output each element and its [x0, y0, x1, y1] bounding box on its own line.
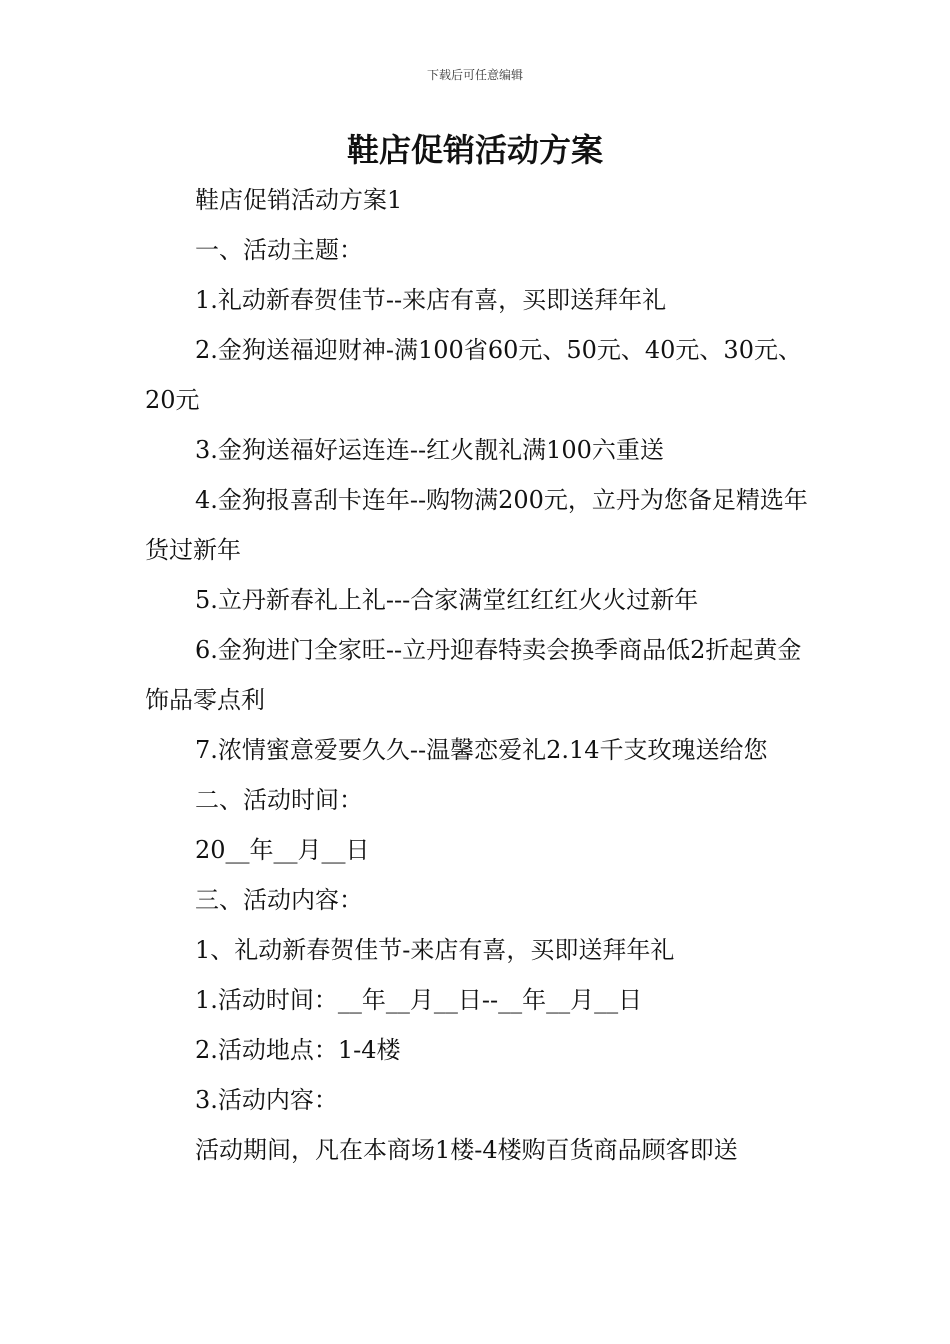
- theme-item-7: 7.浓情蜜意爱要久久--温馨恋爱礼2.14千支玫瑰送给您: [195, 736, 768, 764]
- content-time: 1.活动时间：__年__月__日--__年__月__日: [195, 986, 643, 1014]
- section-heading-theme: 一、活动主题：: [195, 236, 363, 264]
- content-subheading-1: 1、礼动新春贺佳节-来店有喜，买即送拜年礼: [195, 936, 675, 964]
- section-heading-plan-1: 鞋店促销活动方案1: [195, 186, 403, 214]
- document-title: 鞋店促销活动方案: [346, 131, 603, 169]
- theme-item-4: 4.金狗报喜刮卡连年--购物满200元，立丹为您备足精选年货过新年: [145, 486, 808, 564]
- document-body: [145, 175, 809, 1175]
- header-note: 下载后可任意编辑: [426, 68, 523, 82]
- section-heading-content: 三、活动内容：: [195, 886, 363, 914]
- theme-item-1: 1.礼动新春贺佳节--来店有喜，买即送拜年礼: [195, 286, 667, 314]
- activity-date: 20__年__月__日: [195, 836, 370, 864]
- content-detail-text: 活动期间，凡在本商场1楼-4楼购百货商品顾客即送: [195, 1136, 738, 1164]
- content-detail-heading: 3.活动内容：: [195, 1086, 338, 1114]
- theme-item-2: 2.金狗送福迎财神-满100省60元、50元、40元、30元、20元: [145, 336, 802, 414]
- theme-item-6: 6.金狗进门全家旺--立丹迎春特卖会换季商品低2折起黄金饰品零点利: [145, 636, 802, 714]
- section-heading-time: 二、活动时间：: [195, 786, 363, 814]
- theme-item-5: 5.立丹新春礼上礼---合家满堂红红红火火过新年: [195, 586, 699, 614]
- theme-item-3: 3.金狗送福好运连连--红火靓礼满100六重送: [195, 436, 664, 464]
- content-location: 2.活动地点：1-4楼: [195, 1036, 401, 1064]
